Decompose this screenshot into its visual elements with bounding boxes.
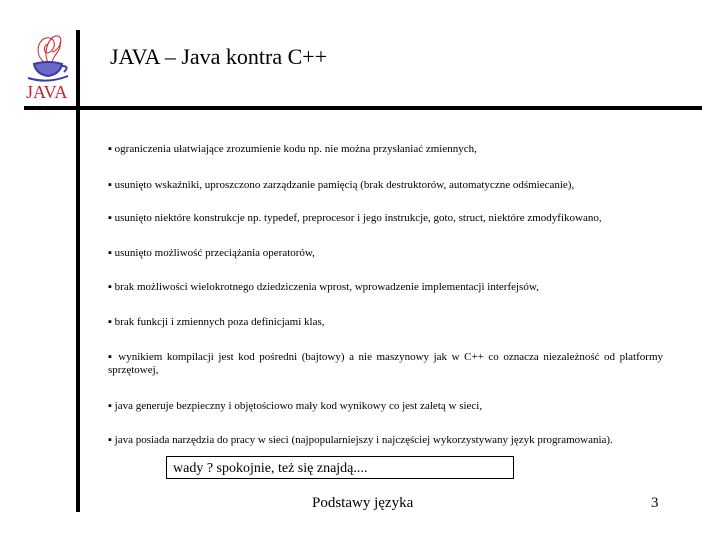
page-number: 3 [651, 495, 659, 511]
bullet-item: ▪ brak funkcji i zmiennych poza definicjami klas, [108, 316, 325, 328]
footer-title: Podstawy języka [312, 495, 414, 511]
java-logo [24, 26, 72, 102]
bullet-item: ▪ usunięto możliwość przeciążania operatorów, [108, 247, 315, 259]
bullet-item: ▪ java generuje bezpieczny i objętościowo mały kod wynikowy co jest zaletą w sieci, [108, 400, 483, 412]
bullet-item: ▪ wynikiem kompilacji jest kod pośredni (bajtowy) a nie maszynowy jak w C++ co oznacza niezależność od platformy sprzętowej, [108, 351, 663, 376]
slide-title: JAVA – Java kontra C++ [110, 44, 328, 69]
bullet-item: ▪ usunięto wskaźniki, uproszczono zarządzanie pamięcią (brak destruktorów, automatyczne odśmiecanie), [108, 179, 575, 191]
note-box: wady ? spokojnie, też się znajdą.... [166, 456, 514, 479]
bullet-item: ▪ java posiada narzędzia do pracy w sieci (najpopularniejszy i najczęściej wykorzystywany język programowania). [108, 434, 613, 446]
bullet-item: ▪ brak możliwości wielokrotnego dziedziczenia wprost, wprowadzenie implementacji interfejsów, [108, 281, 539, 293]
svg-text:JAVA: JAVA [26, 82, 68, 102]
vertical-rule [76, 30, 80, 512]
bullet-item: ▪ usunięto niektóre konstrukcje np. typedef, preprocesor i jego instrukcje, goto, struct, niektóre zmodyfikowano, [108, 212, 602, 224]
horizontal-rule [24, 106, 702, 110]
bullet-item: ▪ ograniczenia ułatwiające zrozumienie kodu np. nie można przysłaniać zmiennych, [108, 143, 477, 155]
